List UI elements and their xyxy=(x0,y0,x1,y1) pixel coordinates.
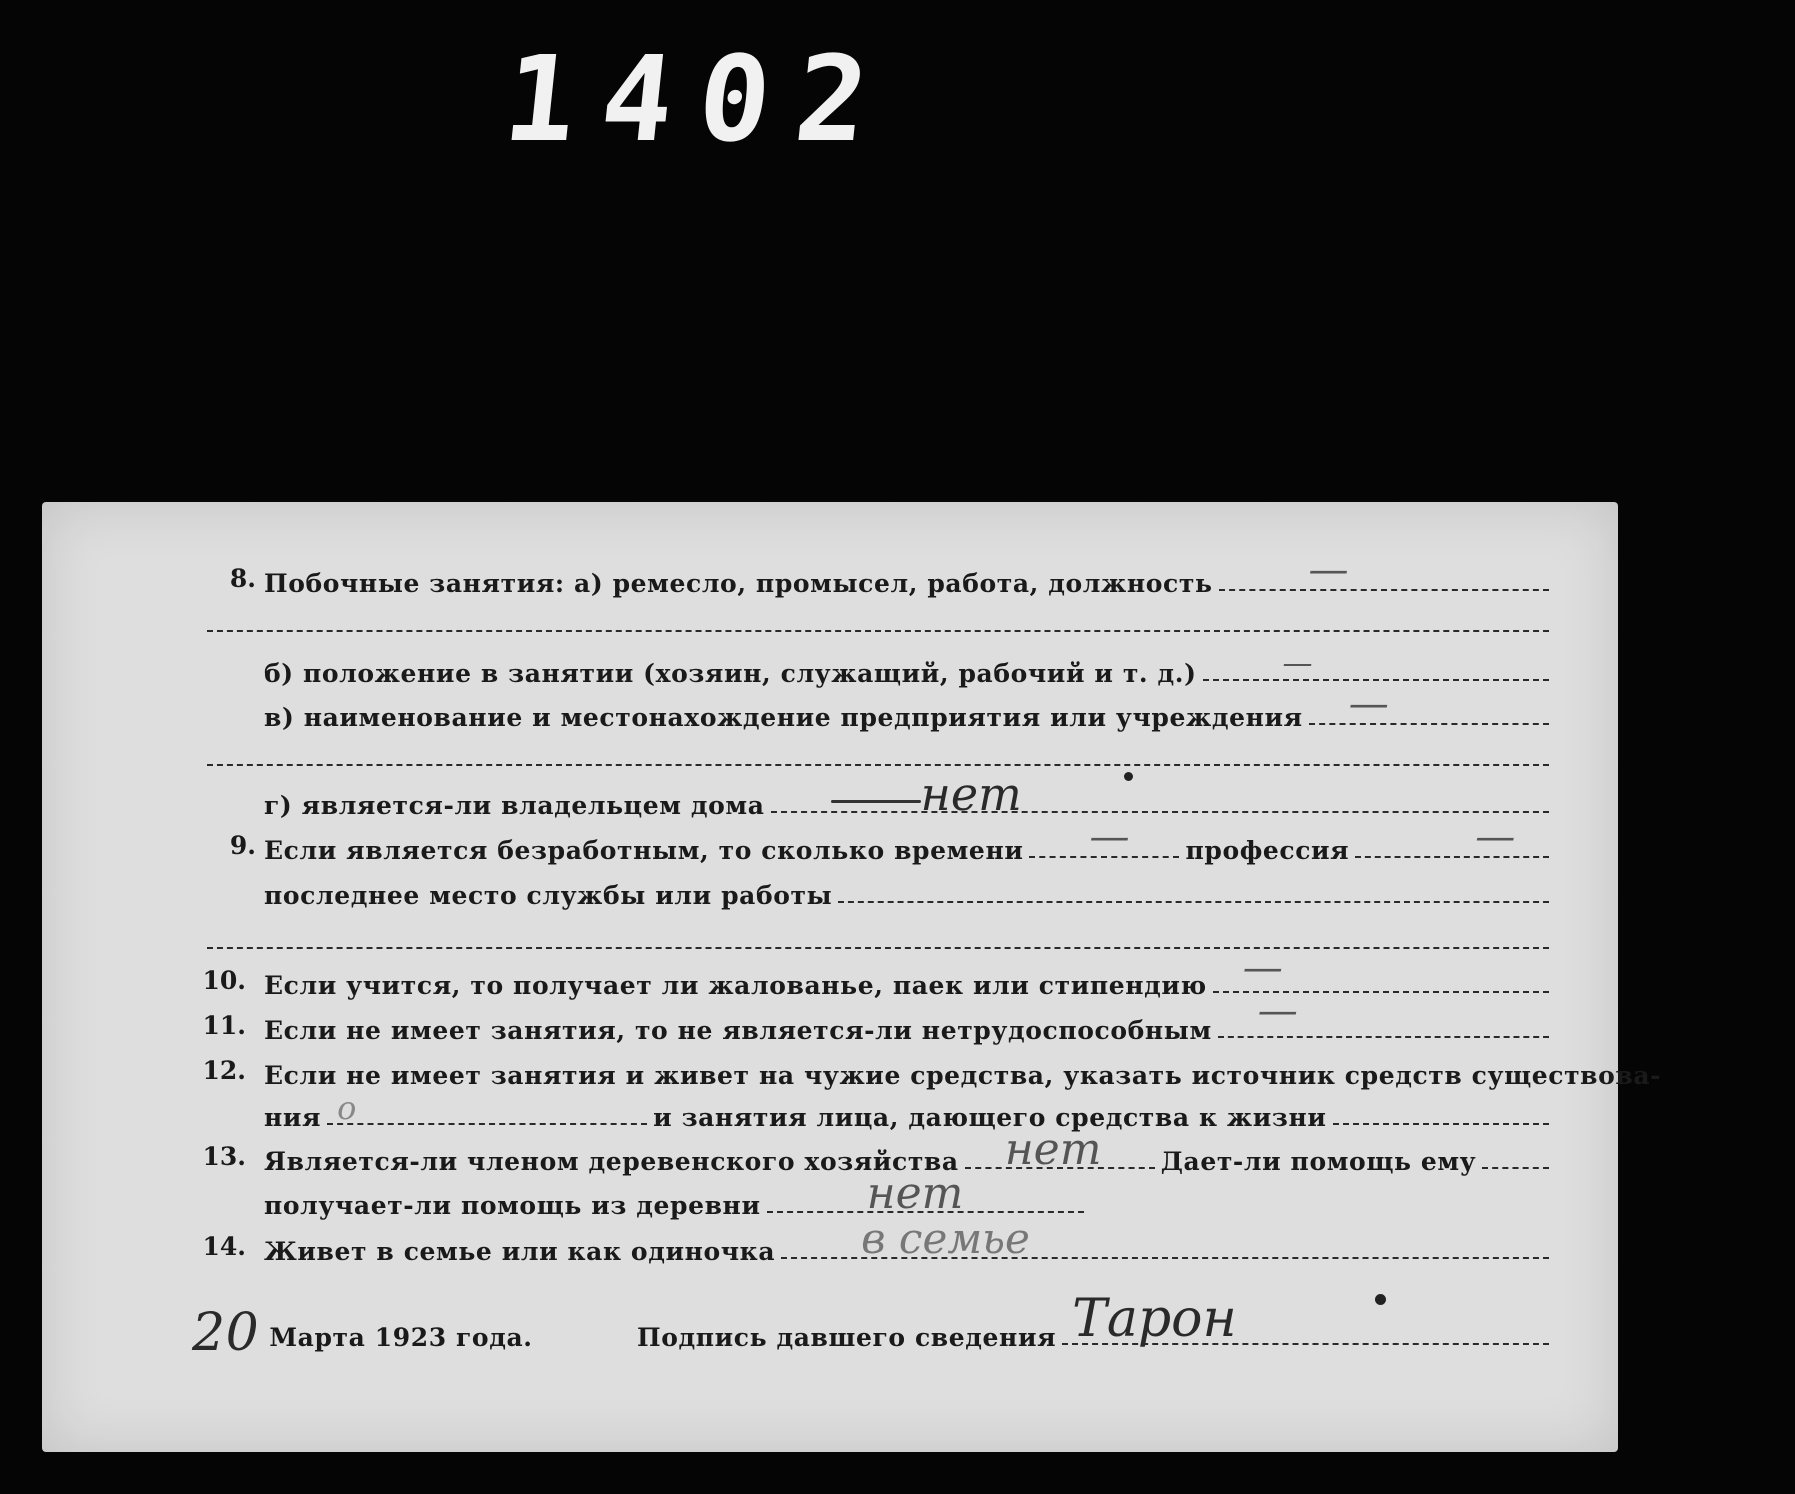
handwritten-stroke xyxy=(831,800,921,803)
question-8g-row xyxy=(264,767,1549,821)
question-14-answer-line[interactable] xyxy=(781,1214,1549,1263)
question-8v-row xyxy=(264,681,1549,732)
signature-row xyxy=(637,1289,1549,1352)
question-13-label: Является-ли членом деревенского хозяйства xyxy=(264,1147,959,1176)
question-12c-label: и занятия лица, дающего средства к жизни xyxy=(653,1103,1327,1132)
question-8g-answer-line[interactable] xyxy=(771,767,1549,821)
question-13-help-label: Дает-ли помощь ему xyxy=(1160,1147,1477,1176)
question-11-label: Если не имеет занятия, то не является-ли нетрудоспособным xyxy=(264,1016,1212,1045)
ink-dot xyxy=(1375,1294,1386,1305)
question-9b-row xyxy=(264,872,1549,910)
question-8g-label: г) является-ли владельцем дома xyxy=(264,791,765,820)
date-row xyxy=(192,1303,612,1363)
question-11-answer-line[interactable] xyxy=(1218,988,1549,1038)
question-8-row xyxy=(264,547,1549,598)
date-text: Марта 1923 года. xyxy=(269,1323,533,1352)
question-9b-answer-line[interactable] xyxy=(838,901,1549,903)
question-14-label: Живет в семье или как одиночка xyxy=(264,1237,776,1266)
question-9-row xyxy=(264,814,1549,865)
question-number-9: 9. xyxy=(229,831,256,860)
continuation-line xyxy=(207,947,1549,949)
question-13-help-line[interactable] xyxy=(1482,1167,1549,1169)
question-8-label: Побочные занятия: а) ремесло, промысел, работа, должность xyxy=(264,569,1213,598)
question-number-8: 8. xyxy=(229,564,256,593)
question-12-answer-line[interactable] xyxy=(327,1089,647,1127)
question-10-answer: — xyxy=(1242,945,1283,991)
question-8v-answer: — xyxy=(1348,681,1389,727)
signature: Тарон xyxy=(1072,1289,1237,1349)
question-12c-answer-line[interactable] xyxy=(1333,1123,1550,1125)
question-number-12: 12. xyxy=(202,1056,246,1085)
question-9b-label: последнее место службы или работы xyxy=(264,881,833,910)
question-13-answer: нет xyxy=(1004,1124,1102,1175)
question-13b-answer-line[interactable] xyxy=(767,1168,1084,1219)
question-8v-label: в) наименование и местонахождение предприятия или учреждения xyxy=(264,703,1303,732)
question-number-14: 14. xyxy=(202,1232,246,1261)
question-8g-answer: нет xyxy=(920,767,1022,821)
question-9-profession-label: профессия xyxy=(1185,836,1350,865)
question-9-label: Если является безработным, то сколько времени xyxy=(264,836,1024,865)
continuation-line xyxy=(207,764,1549,766)
question-12b-label: ния xyxy=(264,1103,322,1132)
question-12-label: Если не имеет занятия и живет на чужие средства, указать источник средств существова- xyxy=(264,1061,1662,1090)
question-14-answer: в семье xyxy=(861,1214,1030,1263)
question-12-row xyxy=(264,1052,1662,1090)
question-9-profession-answer: — xyxy=(1475,814,1516,860)
question-9-answer-line[interactable] xyxy=(1029,814,1179,860)
question-13b-label: получает-ли помощь из деревни xyxy=(264,1191,761,1220)
question-13b-answer: нет xyxy=(866,1168,964,1219)
question-12b-row xyxy=(264,1089,1549,1132)
question-number-13: 13. xyxy=(202,1142,246,1171)
question-number-10: 10. xyxy=(202,966,246,995)
question-11-answer: — xyxy=(1257,988,1298,1034)
question-8b-label: б) положение в занятии (хозяин, служащий, рабочий и т. д.) xyxy=(264,659,1197,688)
question-13-answer-line[interactable] xyxy=(965,1124,1155,1175)
frame-number: 1402 xyxy=(497,30,901,168)
question-11-row xyxy=(264,988,1549,1045)
questionnaire-card xyxy=(42,502,1662,1452)
question-8-answer: — xyxy=(1308,547,1349,593)
question-9-profession-line[interactable] xyxy=(1355,814,1549,860)
continuation-line xyxy=(207,630,1549,632)
question-14-row xyxy=(264,1214,1549,1266)
signature-line[interactable] xyxy=(1062,1289,1549,1349)
ink-dot xyxy=(1124,772,1133,781)
question-number-11: 11. xyxy=(202,1011,246,1040)
question-8b-answer: — xyxy=(1282,646,1313,681)
question-12-answer: о xyxy=(337,1089,357,1127)
question-9-answer: — xyxy=(1089,814,1130,860)
question-8-answer-line[interactable] xyxy=(1219,547,1549,593)
signature-label: Подпись давшего сведения xyxy=(637,1323,1057,1352)
question-10-row xyxy=(264,945,1549,1000)
date-day: 20 xyxy=(192,1303,260,1363)
question-10-label: Если учится, то получает ли жалованье, паек или стипендию xyxy=(264,971,1207,1000)
question-8v-answer-line[interactable] xyxy=(1309,681,1549,727)
